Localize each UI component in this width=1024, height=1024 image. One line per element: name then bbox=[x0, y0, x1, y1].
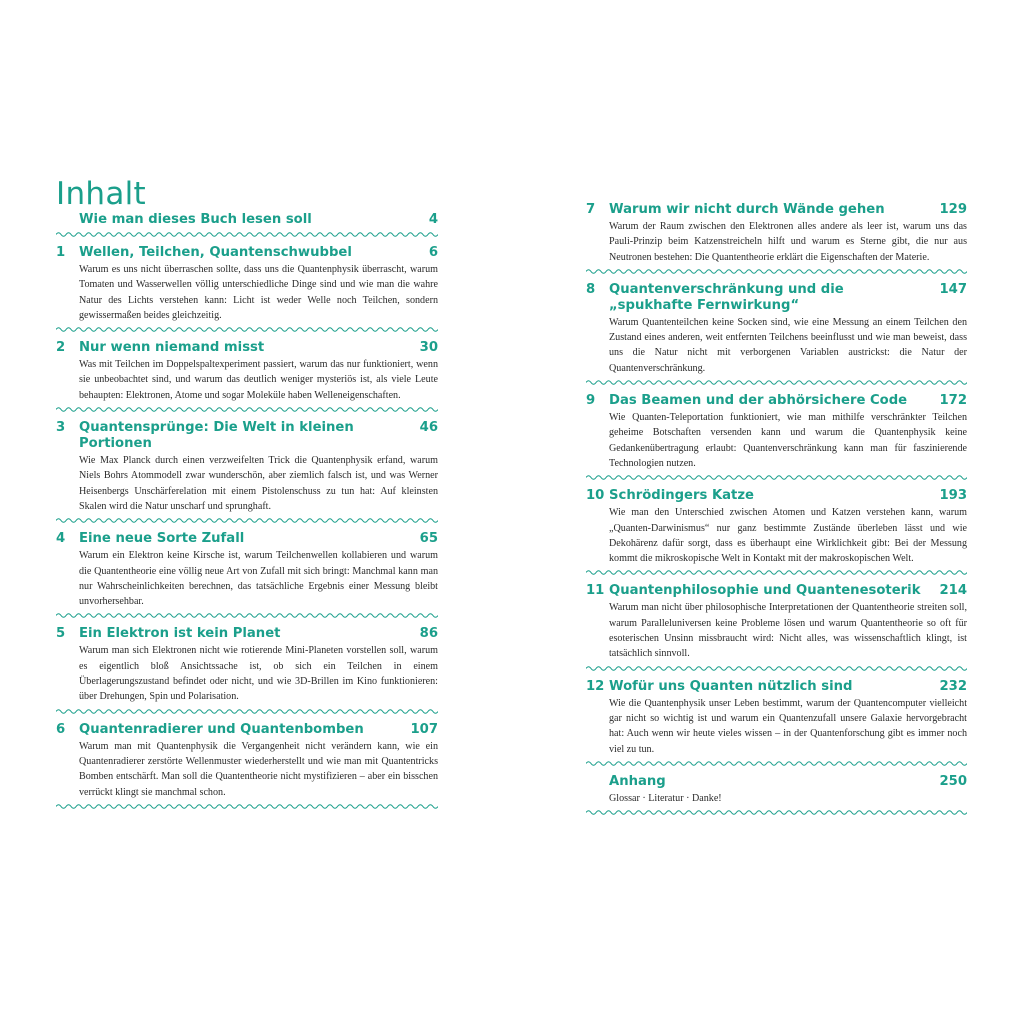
chapter-description: Warum es uns nicht überraschen sollte, dass uns die Quantenphysik überrascht, warum Tomaten und Wasserwellen völlig unterschiedliche Dinge sind und wie man die wahre Natur des Lichts verstehen kann: Licht ist weder Welle noch Teilchen, sondern gewissermaßen beides gleichzeitig. bbox=[79, 264, 438, 321]
chapter-description: Warum man mit Quantenphysik die Vergangenheit nicht verändern kann, wie ein Quantenradierer zerstörte Wellenmuster wiederherstellt und wie man mit Quantentricks Bomben entschärft. Man soll die Quantentheorie nicht mystifizieren – aber ein bisschen verrückt klingt sie manchmal schon. bbox=[79, 740, 438, 798]
chapter-description: Warum man sich Elektronen nicht wie rotierende Mini-Planeten vorstellen soll, warum es eigentlich bloß Ansichtssache ist, ob sich ein Teilchen in einem Überlagerungszustand befindet oder nicht, und wie 3D-Brillen im Kino funktionieren: über Drehungen, Spin und Polarisation. bbox=[79, 645, 438, 703]
chapter-description: Warum Quantenteilchen keine Socken sind, wie eine Messung an einem Teilchen den Zustand eines anderen, weit entfernten Teilchens beeinflusst und wie man beweist, dass uns die Natur nicht mit verborgenen Variablen austrickst: die Natur der Quantenverschränkung. bbox=[609, 316, 967, 374]
page-number: 6 bbox=[428, 245, 438, 260]
wave-divider bbox=[586, 473, 967, 482]
chapter-description: Warum man nicht über philosophische Interpretationen der Quantentheorie streiten soll, warum Paralleluniversen keine Probleme lösen und warum Quantentheorie so oft für esoterischen Unsinn missbraucht wird: Nicht alles, was wissenschaftlich klingt, ist tatsächlich sinnvoll. bbox=[609, 602, 967, 660]
wave-divider bbox=[586, 759, 967, 768]
toc-entry bbox=[586, 282, 967, 376]
chapter-title: Quantenverschränkung und die „spukhafte Fernwirkung“ bbox=[609, 281, 844, 313]
entry-heading bbox=[79, 212, 438, 228]
wave-divider bbox=[586, 808, 967, 817]
toc-list-left bbox=[56, 212, 438, 811]
page-number: 46 bbox=[419, 420, 438, 436]
entry-heading bbox=[609, 774, 967, 790]
chapter-description: Warum ein Elektron keine Kirsche ist, warum Teilchenwellen kollabieren und warum die Quantentheorie eine völlig neue Art von Zufall mit sich bringt: Manchmal kann man nur Wahrscheinlichkeiten berechnen, das tatsächliche Ergebnis einer Messung bleibt unvorhersehbar. bbox=[79, 550, 438, 608]
chapter-title: Anhang bbox=[609, 773, 666, 789]
entry-heading bbox=[586, 393, 967, 409]
chapter-title: Das Beamen und der abhörsichere Code bbox=[609, 393, 908, 409]
chapter-title: Wellen, Teilchen, Quantenschwubbel bbox=[79, 245, 352, 260]
chapter-description: Wie die Quantenphysik unser Leben bestimmt, warum der Quantencomputer vielleicht gar nicht so wichtig ist und warum ein Quantenzufall unsere Galaxie hervorgebracht hat: Auch wenn wir heute vieles wissen – in der Quantenforschung gibt es immer noch viel zu tun. bbox=[609, 697, 967, 755]
chapter-number: 5 bbox=[56, 626, 66, 642]
chapter-number: 8 bbox=[586, 281, 596, 297]
toc-entry bbox=[586, 583, 967, 661]
toc-right-column bbox=[586, 202, 967, 823]
chapter-number: 12 bbox=[586, 678, 605, 694]
chapter-title: Quantensprünge: Die Welt in kleinen Portionen bbox=[79, 420, 354, 452]
page-number: 250 bbox=[939, 773, 967, 789]
page-number: 107 bbox=[410, 721, 438, 737]
chapter-title: Schrödingers Katze bbox=[609, 488, 754, 504]
chapter-description: Warum der Raum zwischen den Elektronen alles andere als leer ist, warum uns das Pauli-Prinzip beim Katzenstreicheln hilft und warum es Sterne gibt, die nur aus Neutronen bestehen: Die Quantentheorie erklärt die Eigenschaften der Materie. bbox=[609, 221, 967, 263]
chapter-title: Eine neue Sorte Zufall bbox=[79, 531, 245, 547]
chapter-title: Quantenradierer und Quantenbomben bbox=[79, 721, 364, 737]
entry-heading bbox=[56, 245, 438, 261]
toc-left-column bbox=[56, 150, 438, 817]
page-number: 232 bbox=[939, 678, 967, 694]
chapter-number: 4 bbox=[56, 531, 66, 547]
toc-entry bbox=[56, 626, 438, 704]
chapter-description: Wie man den Unterschied zwischen Atomen und Katzen verstehen kann, warum „Quanten-Darwinismus“ nur ganz bestimmte Zustände überleben lässt und wie Dekohärenz dafür sorgt, dass es überhaupt eine Wirklichkeit gibt: Bei der Messung kommt die mikroskopische Welt in Kontakt mit der makroskopischen Welt. bbox=[609, 507, 967, 565]
entry-heading bbox=[56, 626, 438, 642]
entry-heading bbox=[56, 721, 438, 738]
chapter-number: 1 bbox=[56, 245, 66, 260]
wave-divider bbox=[56, 516, 438, 525]
entry-heading bbox=[586, 202, 967, 218]
entry-heading bbox=[586, 281, 967, 314]
toc-entry bbox=[56, 722, 438, 800]
chapter-number: 3 bbox=[56, 420, 66, 436]
wave-divider bbox=[56, 611, 438, 620]
toc-entry bbox=[56, 420, 438, 514]
page-number: 193 bbox=[939, 488, 967, 504]
page-number: 147 bbox=[939, 281, 967, 297]
page-number: 129 bbox=[939, 202, 967, 217]
chapter-title: Nur wenn niemand misst bbox=[79, 340, 265, 356]
page-number: 172 bbox=[939, 393, 967, 409]
wave-divider bbox=[586, 378, 967, 387]
chapter-number: 11 bbox=[586, 583, 605, 599]
wave-divider bbox=[56, 230, 438, 239]
chapter-number: 6 bbox=[56, 721, 66, 737]
chapter-title: Wie man dieses Buch lesen soll bbox=[79, 212, 312, 227]
toc-list-right bbox=[586, 202, 967, 817]
toc-entry bbox=[56, 245, 438, 323]
wave-divider bbox=[586, 568, 967, 577]
wave-divider bbox=[586, 664, 967, 673]
chapter-title: Quantenphilosophie und Quantenesoterik bbox=[609, 583, 921, 599]
toc-entry bbox=[586, 202, 967, 265]
chapter-title: Ein Elektron ist kein Planet bbox=[79, 626, 281, 642]
page-number: 65 bbox=[419, 531, 438, 547]
chapter-number: 9 bbox=[586, 393, 596, 409]
page-number: 214 bbox=[939, 583, 967, 599]
toc-entry bbox=[586, 488, 967, 566]
chapter-number: 2 bbox=[56, 340, 66, 356]
toc-entry bbox=[56, 212, 438, 228]
page-number: 30 bbox=[419, 340, 438, 356]
chapter-title: Warum wir nicht durch Wände gehen bbox=[609, 202, 885, 217]
chapter-description: Wie Max Planck durch einen verzweifelten Trick die Quantenphysik erfand, warum Niels Bohrs Atommodell zwar wunderschön, aber ziemlich falsch ist, und was Werner Heisenbergs Unschärferelation mit einem Pistolenschuss zu tun hat: Auf kleinsten Skalen wird die Natur unscharf und sprunghaft. bbox=[79, 455, 438, 512]
entry-heading bbox=[586, 583, 967, 599]
entry-heading bbox=[586, 488, 967, 504]
chapter-number: 7 bbox=[586, 202, 596, 217]
entry-heading bbox=[586, 678, 967, 695]
chapter-description: Glossar · Literatur · Danke! bbox=[609, 792, 722, 804]
chapter-title: Wofür uns Quanten nützlich sind bbox=[609, 678, 853, 694]
entry-heading bbox=[56, 531, 438, 547]
entry-heading bbox=[56, 420, 438, 452]
wave-divider bbox=[56, 405, 438, 414]
toc-entry bbox=[586, 679, 967, 757]
toc-entry bbox=[586, 774, 967, 806]
wave-divider bbox=[56, 707, 438, 716]
toc-entry bbox=[586, 393, 967, 471]
entry-heading bbox=[56, 340, 438, 356]
page-number: 4 bbox=[428, 212, 438, 227]
page-title: Inhalt bbox=[56, 176, 147, 212]
wave-divider bbox=[56, 802, 438, 811]
chapter-description: Wie Quanten-Teleportation funktioniert, wie man mithilfe verschränkter Teilchen geheime Botschaften versenden kann und warum die Quantenphysik keine Gedankenübertragung erlaubt: Quantenverschränkung kann man für faszinierende Technologien nutzen. bbox=[609, 412, 967, 469]
wave-divider bbox=[586, 267, 967, 276]
wave-divider bbox=[56, 325, 438, 334]
toc-entry bbox=[56, 531, 438, 609]
toc-entry bbox=[56, 340, 438, 403]
chapter-number: 10 bbox=[586, 488, 605, 504]
chapter-description: Was mit Teilchen im Doppelspaltexperiment passiert, warum das nur funktioniert, wenn sie unbeobachtet sind, und warum das deutlich weniger mysteriös ist, als viele Leute behaupten: Elektronen, Atome und sogar Moleküle haben Welleneigenschaften. bbox=[79, 359, 438, 401]
page-number: 86 bbox=[419, 626, 438, 642]
